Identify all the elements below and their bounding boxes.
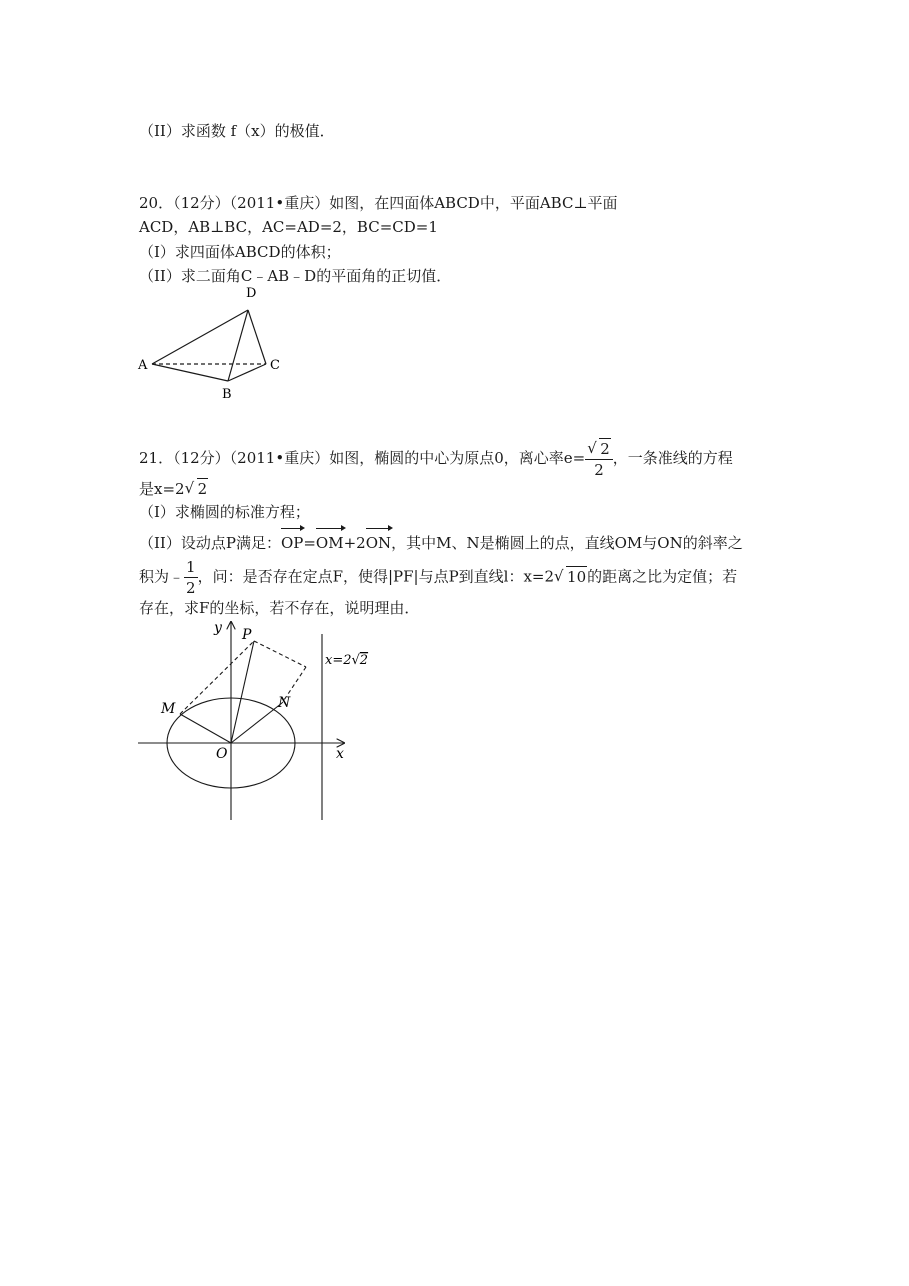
slope-fraction	[184, 557, 198, 598]
q21-line5-post: 的距离之比为定值；若	[587, 567, 738, 586]
plus-two: +2	[343, 534, 366, 552]
q21-header	[139, 438, 733, 480]
vector-op: OP	[281, 528, 303, 553]
slope-denominator: 2	[186, 579, 196, 597]
edge-dc	[248, 310, 266, 364]
q21-part2-post: ，其中M、N是椭圆上的点，直线OM与ON的斜率之	[391, 534, 743, 552]
edge-bc	[228, 364, 266, 381]
q21-part2	[139, 528, 743, 553]
vector-on: ON	[366, 528, 391, 553]
q21-line5-text: 积为﹣	[139, 567, 185, 586]
label-d: D	[246, 286, 257, 301]
q21-header-post: ，一条准线的方程	[612, 449, 733, 467]
vector-om: OM	[316, 528, 344, 553]
label-a: A	[138, 358, 148, 373]
q20-part1: （I）求四面体ABCD的体积；	[139, 243, 341, 261]
label-y: y	[214, 620, 222, 636]
label-p: P	[242, 627, 252, 643]
q20-header: 20．（12分）（2011•重庆）如图，在四面体ABCD中，平面ABC⊥平面	[139, 194, 618, 212]
edge-ad	[152, 310, 248, 364]
q21-line6: 存在，求F的坐标，若不存在，说明理由．	[139, 599, 420, 617]
ecc-sqrt: √ 2	[587, 439, 610, 458]
q19-part2: （II）求函数 f（x）的极值．	[139, 122, 335, 140]
eccentricity-fraction	[585, 438, 613, 480]
slope-numerator: 1	[186, 558, 196, 576]
q21-part1: （I）求椭圆的标准方程；	[139, 503, 310, 521]
edge-db	[228, 310, 248, 381]
label-b: B	[222, 387, 232, 402]
ecc-numerator	[585, 438, 613, 460]
q21-header-text: 21．（12分）（2011•重庆）如图，椭圆的中心为原点0，离心率e=	[139, 449, 586, 467]
label-o: O	[216, 746, 228, 762]
directrix-sqrt: √ 2	[184, 479, 208, 498]
dash-mp	[180, 641, 254, 714]
label-n: N	[278, 695, 291, 711]
ellipse-figure	[136, 618, 369, 826]
dash-pq	[254, 641, 306, 667]
label-x: x	[336, 746, 344, 762]
q21-part2-text: （II）设动点P满足：	[139, 534, 281, 552]
q21-line2	[139, 478, 208, 499]
q20-part2: （II）求二面角C﹣AB﹣D的平面角的正切值．	[139, 267, 452, 285]
label-m: M	[161, 701, 176, 717]
label-c: C	[270, 358, 280, 373]
ecc-denominator: 2	[594, 461, 604, 479]
line-l-sqrt: √ 10	[554, 566, 587, 586]
edge-ab	[152, 364, 228, 381]
q21-line2-text: 是x=2	[139, 480, 185, 498]
equals-sign: =	[303, 534, 316, 552]
segment-om	[180, 714, 231, 743]
label-directrix: x=2√2	[325, 653, 369, 668]
q21-line5-mid: ，问：是否存在定点F，使得|PF|与点P到直线l：x=2	[197, 567, 555, 586]
q21-line5	[139, 557, 737, 598]
tetrahedron-figure	[130, 280, 300, 405]
q20-condition: ACD，AB⊥BC，AC=AD=2，BC=CD=1	[139, 218, 438, 236]
